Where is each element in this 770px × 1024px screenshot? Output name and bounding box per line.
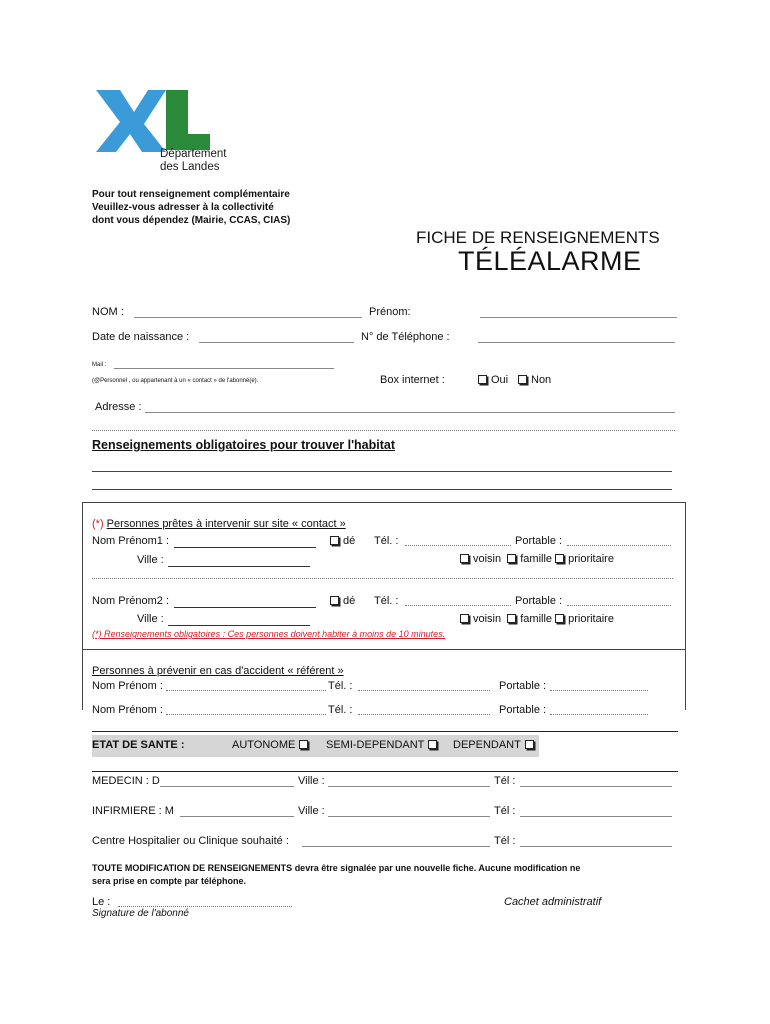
telephone-label: N° de Téléphone : <box>361 331 450 343</box>
infirmiere-input[interactable] <box>180 816 294 817</box>
hopital-tel-input[interactable] <box>520 846 672 847</box>
referent2-portable-label: Portable : <box>499 704 547 716</box>
notice-rest: devra être signalée par une nouvelle fiche. Aucune modification ne <box>292 863 581 873</box>
contact-heading <box>92 518 346 530</box>
prenom-input[interactable] <box>480 317 677 318</box>
ville1-label: Ville : <box>137 554 164 566</box>
infirmiere-tel-label: Tél : <box>494 805 516 817</box>
telephone-input[interactable] <box>478 342 675 343</box>
tel1-input[interactable] <box>405 545 511 546</box>
tel2-input[interactable] <box>405 605 511 606</box>
adresse-label: Adresse : <box>95 401 142 413</box>
mail-note: (@Personnel , ou appartenant à un « contact » de l'abonné(e). <box>92 378 259 384</box>
referent2-tel-input[interactable] <box>358 714 490 715</box>
form-subtitle: FICHE DE RENSEIGNEMENTS <box>416 228 660 247</box>
referent2-portable-input[interactable] <box>550 714 648 715</box>
referent1-tel-input[interactable] <box>358 690 490 691</box>
nom-prenom2-input[interactable] <box>174 607 316 608</box>
portable1-input[interactable] <box>567 545 671 546</box>
checkbox-icon[interactable] <box>330 536 339 545</box>
semi-dependant-label: SEMI-DEPENDANT <box>326 739 425 751</box>
checkbox-icon[interactable] <box>460 554 469 563</box>
tel1-label: Tél. : <box>374 535 399 547</box>
contact-info-line: Veuillez-vous adresser à la collectivité <box>92 202 274 213</box>
checkbox-icon[interactable] <box>428 740 437 749</box>
medecin-tel-input[interactable] <box>520 786 672 787</box>
de-label: dé <box>343 535 356 547</box>
logo-line2: des Landes <box>160 161 220 173</box>
medecin-input[interactable] <box>160 786 294 787</box>
voisin-label: voisin <box>473 553 502 565</box>
tel2-label: Tél. : <box>374 595 399 607</box>
mail-label: Mail : <box>92 362 107 368</box>
checkbox-icon[interactable] <box>460 614 469 623</box>
relation2-options <box>460 613 614 625</box>
checkbox-icon[interactable] <box>299 740 308 749</box>
referent2-tel-label: Tél. : <box>328 704 353 716</box>
de-label: dé <box>343 595 356 607</box>
dependant-option[interactable] <box>453 739 534 751</box>
adresse-input-line2[interactable] <box>92 430 675 431</box>
signature-label: Signature de l'abonné <box>92 908 189 919</box>
checkbox-icon[interactable] <box>555 614 564 623</box>
date-input[interactable] <box>118 906 292 907</box>
le-label: Le : <box>92 896 111 908</box>
hopital-label: Centre Hospitalier ou Clinique souhaité : <box>92 835 289 847</box>
referent2-nom-input[interactable] <box>166 714 326 715</box>
logo <box>92 86 252 178</box>
nom-prenom2-label: Nom Prénom2 : <box>92 595 170 607</box>
contact-heading-asterisk: (*) <box>92 518 104 530</box>
hopital-input[interactable] <box>302 846 490 847</box>
modification-notice-line2: sera prise en compte par téléphone. <box>92 876 247 886</box>
dob-label: Date de naissance : <box>92 331 190 343</box>
voisin-label: voisin <box>473 613 502 625</box>
checkbox-icon[interactable] <box>518 375 527 384</box>
infirmiere-ville-label: Ville : <box>298 805 325 817</box>
logo-line1: Département <box>160 148 227 160</box>
adresse-input[interactable] <box>145 412 675 413</box>
famille-label: famille <box>520 553 553 565</box>
prioritaire-label: prioritaire <box>568 613 614 625</box>
referent-heading: Personnes à prévenir en cas d'accident « référent » <box>92 665 344 677</box>
mail-input[interactable] <box>114 368 334 369</box>
medecin-ville-label: Ville : <box>298 775 325 787</box>
modification-notice <box>92 862 580 888</box>
checkbox-icon[interactable] <box>555 554 564 563</box>
nom-prenom1-label: Nom Prénom1 : <box>92 535 170 547</box>
referent1-portable-input[interactable] <box>550 690 648 691</box>
nom-prenom1-input[interactable] <box>174 547 316 548</box>
portable1-label: Portable : <box>515 535 563 547</box>
medecin-ville-input[interactable] <box>328 786 490 787</box>
dependant-label: DEPENDANT <box>453 739 521 751</box>
de2-option[interactable] <box>330 595 355 607</box>
checkbox-icon[interactable] <box>507 614 516 623</box>
referent1-tel-label: Tél. : <box>328 680 353 692</box>
infirmiere-ville-input[interactable] <box>328 816 490 817</box>
checkbox-icon[interactable] <box>507 554 516 563</box>
hopital-tel-label: Tél : <box>494 835 516 847</box>
box-internet-label: Box internet : <box>380 374 445 386</box>
referent-box <box>82 650 686 710</box>
infirmiere-tel-input[interactable] <box>520 816 672 817</box>
habitat-input-line1[interactable] <box>92 471 672 472</box>
prenom-label: Prénom: <box>369 306 411 318</box>
ville1-input[interactable] <box>168 566 310 567</box>
portable2-input[interactable] <box>567 605 671 606</box>
referent2-nom-label: Nom Prénom : <box>92 704 163 716</box>
etat-sante-label: ETAT DE SANTE : <box>92 739 185 751</box>
notice-bold: TOUTE MODIFICATION DE RENSEIGNEMENTS <box>92 863 293 873</box>
form-title: TÉLÉALARME <box>458 246 642 276</box>
oui-label: Oui <box>491 374 509 386</box>
contact-info-line: Pour tout renseignement complémentaire <box>92 189 290 200</box>
referent-bottom-rule <box>92 731 678 732</box>
contact-info <box>92 188 290 227</box>
portable2-label: Portable : <box>515 595 563 607</box>
nom-label: NOM : <box>92 306 124 318</box>
checkbox-icon[interactable] <box>478 375 487 384</box>
autonome-label: AUTONOME <box>232 739 296 751</box>
referent1-nom-label: Nom Prénom : <box>92 680 163 692</box>
contact-heading-text: Personnes prêtes à intervenir sur site « contact » <box>106 518 346 530</box>
contact-info-line: dont vous dépendez (Mairie, CCAS, CIAS) <box>92 215 291 226</box>
non-label: Non <box>531 374 552 386</box>
checkbox-icon[interactable] <box>525 740 534 749</box>
medecin-label: MEDECIN : D <box>92 775 160 787</box>
referent1-portable-label: Portable : <box>499 680 547 692</box>
semi-dependant-option[interactable] <box>326 739 437 751</box>
prioritaire-label: prioritaire <box>568 553 614 565</box>
nom-input[interactable] <box>134 317 362 318</box>
dob-input[interactable] <box>199 342 354 343</box>
etat-sante-bottom-rule <box>92 771 678 772</box>
medecin-tel-label: Tél : <box>494 775 516 787</box>
checkbox-icon[interactable] <box>330 596 339 605</box>
infirmiere-label: INFIRMIERE : M <box>92 805 174 817</box>
ville2-input[interactable] <box>168 625 310 626</box>
modification-notice-line1 <box>92 862 580 875</box>
autonome-option[interactable] <box>232 739 308 751</box>
box-non-option[interactable] <box>518 374 551 386</box>
contact-footnote: (*) Renseignements obligatoires : Ces personnes doivent habiter à moins de 10 minutes. <box>92 629 446 639</box>
ville2-label: Ville : <box>137 613 164 625</box>
referent1-nom-input[interactable] <box>166 690 326 691</box>
famille-label: famille <box>520 613 553 625</box>
contact-separator <box>92 578 673 579</box>
habitat-heading: Renseignements obligatoires pour trouver l'habitat <box>92 438 396 452</box>
habitat-input-line2[interactable] <box>92 489 672 490</box>
relation1-options <box>460 553 614 565</box>
de1-option[interactable] <box>330 535 355 547</box>
box-oui-option[interactable] <box>478 374 508 386</box>
cachet-label: Cachet administratif <box>504 896 602 908</box>
